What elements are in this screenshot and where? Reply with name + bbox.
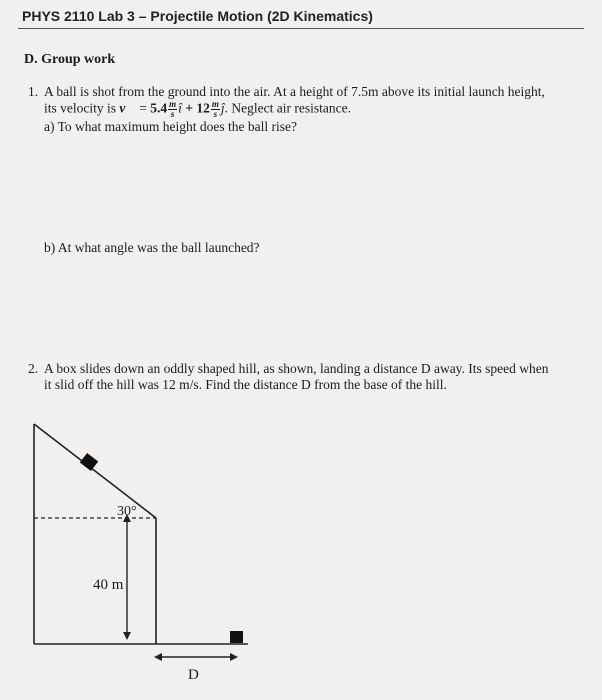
problem-1-part-a: a) To what maximum height does the ball rise? [44, 119, 297, 134]
problem-2-line-2: it slid off the hill was 12 m/s. Find the distance D from the base of the hill. [44, 377, 447, 392]
plus-sign: + [181, 100, 197, 116]
landed-box [230, 631, 243, 643]
distance-arrow-head-left [154, 653, 162, 661]
velocity-suffix: . Neglect air resistance. [224, 100, 351, 116]
distance-arrow-head-right [230, 653, 238, 661]
velocity-y-value: 12 [196, 100, 210, 116]
page-header: PHYS 2110 Lab 3 – Projectile Motion (2D Kinematics) [22, 8, 373, 24]
velocity-prefix: its velocity is [44, 100, 120, 116]
unit-fraction-y: $\frac{m}{s}$ [211, 99, 219, 119]
unit-fraction-x: $\frac{m}{s}$ [169, 99, 177, 119]
j-hat: ĵ [220, 100, 225, 116]
height-arrow-head-down [123, 632, 131, 640]
hill-slope [34, 424, 156, 518]
problem-2-number: 2. [28, 361, 39, 376]
box-on-slope [80, 453, 98, 471]
velocity-vector-symbol: v⃗ [119, 100, 136, 116]
problem-1-part-b: b) At what angle was the ball launched? [44, 240, 260, 255]
equals-sign: = [135, 100, 151, 116]
problem-1-number: 1. [28, 84, 39, 99]
distance-label: D [188, 667, 199, 683]
problem-1-line-1: A ball is shot from the ground into the air. At a height of 7.5m above its initial launch height, [44, 84, 545, 99]
velocity-x-value: 5.4 [150, 100, 168, 116]
height-label: 40 m [93, 577, 124, 593]
problem-2-line-1: A box slides down an oddly shaped hill, as shown, landing a distance D away. Its speed when [44, 361, 549, 376]
angle-label: 30° [117, 504, 137, 519]
i-hat: î [178, 100, 182, 116]
section-title: D. Group work [24, 52, 116, 67]
